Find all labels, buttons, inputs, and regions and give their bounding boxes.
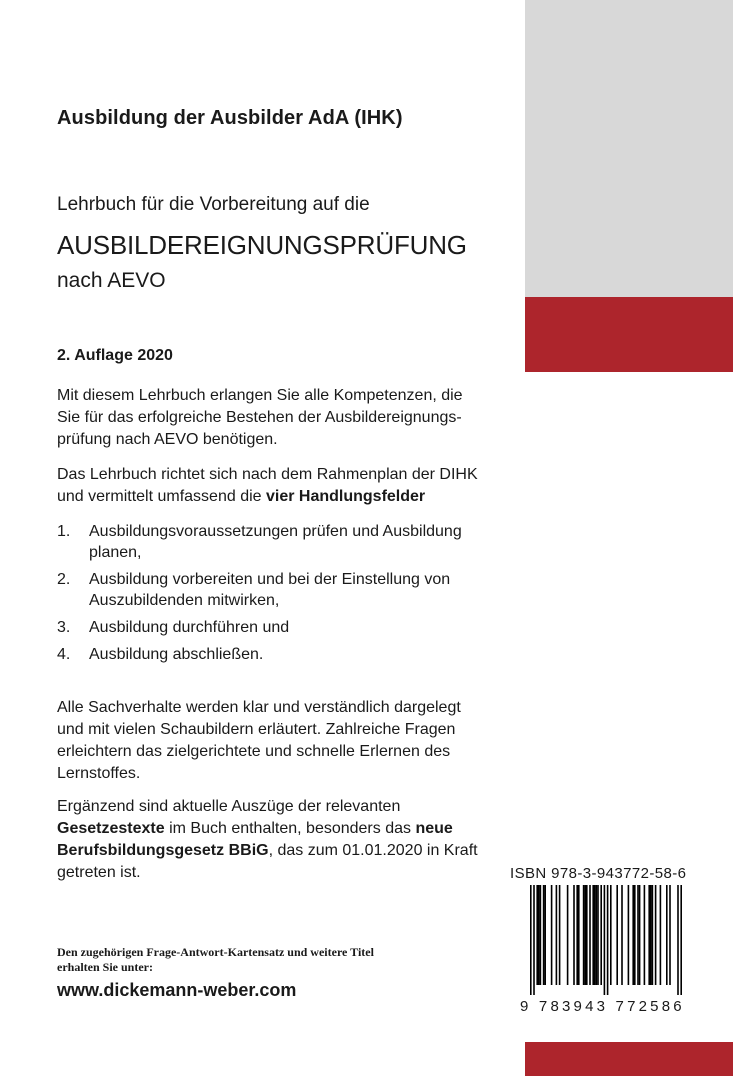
red-bottom-band [525,1042,733,1076]
list-text: planen, [89,544,142,561]
barcode-bar [652,885,654,985]
footer-note [57,945,374,975]
isbn-label: ISBN 978-3-943772-58-6 [510,865,687,882]
law-line: Ergänzend sind aktuelle Auszüge der relevanten [57,798,401,815]
ean-digits: 9 783943 772586 [520,998,685,1015]
barcode-bar [660,885,662,985]
footer-note-line: erhalten Sie unter: [57,960,153,974]
barcode-bar [680,885,682,995]
list-number: 4. [57,646,71,663]
barcode-bar [644,885,646,985]
intro-paragraph [57,385,507,451]
barcode-bar [544,885,546,985]
subtitle: Lehrbuch für die Vorbereitung auf die [57,194,370,215]
intro-line: prüfung nach AEVO benötigen. [57,431,278,448]
barcode-bar [592,885,594,985]
list-item [57,521,507,563]
red-band [525,297,733,372]
main-title-sub: nach AEVO [57,269,166,292]
barcode-bar [637,885,639,985]
law-emphasis: Berufsbildungsgesetz BBiG [57,842,269,859]
plan-line: Das Lehrbuch richtet sich nach dem Rahmenplan der DIHK [57,466,478,483]
barcode-bar [594,885,596,985]
law-line: getreten ist. [57,864,141,881]
barcode [530,885,690,997]
law-text: , das zum 01.01.2020 in Kraft [268,842,478,859]
barcode-bar [573,885,575,985]
series-title: Ausbildung der Ausbilder AdA (IHK) [57,107,403,129]
summary-line: Alle Sachverhalte werden klar und verständlich dargelegt [57,699,461,716]
barcode-bar [632,885,634,985]
website-url[interactable]: www.dickemann-weber.com [57,980,297,1000]
barcode-bar [559,885,561,985]
barcode-bar [538,885,540,985]
plan-emphasis: vier Handlungsfelder [266,488,426,505]
list-text: Auszubildenden mitwirken, [89,592,280,609]
barcode-bar [567,885,569,985]
barcode-bar [600,885,602,985]
list-item [57,617,507,638]
law-paragraph [57,796,507,884]
barcode-bar [589,885,591,985]
barcode-bar [551,885,553,985]
main-title: AUSBILDEREIGNUNGSPRÜFUNG [57,230,467,260]
list-text: Ausbildung vorbereiten und bei der Einstellung von [89,571,451,588]
list-text: Ausbildung abschließen. [89,646,264,663]
barcode-bar [584,885,586,985]
barcode-bar [540,885,542,985]
gray-band [525,0,733,297]
barcode-bar [583,885,585,985]
list-number: 3. [57,619,71,636]
list-item [57,644,507,665]
law-line [57,818,507,840]
list-number: 2. [57,571,71,588]
barcode-bar [621,885,623,985]
barcode-bar [604,885,606,995]
barcode-bar [533,885,535,995]
barcode-bar [543,885,545,985]
barcode-bar [628,885,630,985]
footer-note-line: Den zugehörigen Frage-Antwort-Kartensatz und weitere Titel [57,945,374,959]
barcode-bar [578,885,580,985]
summary-line: erleichtern das zielgerichtete und schnelle Erlernen des [57,743,451,760]
barcode-bar [530,885,532,995]
barcode-bar [556,885,558,985]
law-text: im Buch enthalten, besonders das [164,820,416,837]
plan-paragraph [57,464,507,508]
barcode-bar [666,885,668,985]
intro-line: Mit diesem Lehrbuch erlangen Sie alle Kompetenzen, die [57,387,463,404]
barcode-bar [536,885,538,985]
barcode-bar [639,885,641,985]
list-number: 1. [57,523,71,540]
barcode-bar [607,885,609,995]
list-item [57,569,507,611]
barcode-bar [655,885,657,985]
law-emphasis: neue [415,820,453,837]
summary-line: und mit vielen Schaubildern erläutert. Zahlreiche Fragen [57,721,456,738]
list-text: Ausbildung durchführen und [89,619,290,636]
edition: 2. Auflage 2020 [57,347,173,364]
barcode-bar [586,885,588,985]
barcode-bar [610,885,612,985]
barcode-bar [616,885,618,985]
plan-line [57,486,507,508]
barcode-bar [677,885,679,995]
barcode-bar [648,885,650,985]
summary-line: Lernstoffes. [57,765,141,782]
barcode-bar [597,885,599,985]
plan-text: und vermittelt umfassend die [57,488,266,505]
law-line [57,840,507,862]
action-fields-list [57,521,507,671]
barcode-bar [596,885,598,985]
summary-paragraph [57,697,507,785]
barcode-bar [669,885,671,985]
barcode-bar [576,885,578,985]
law-emphasis: Gesetzestexte [57,820,165,837]
barcode-bar [634,885,636,985]
list-text: Ausbildungsvoraussetzungen prüfen und Ausbildung [89,523,462,540]
barcode-bar [650,885,652,985]
intro-line: Sie für das erfolgreiche Bestehen der Ausbildereignungs- [57,409,462,426]
